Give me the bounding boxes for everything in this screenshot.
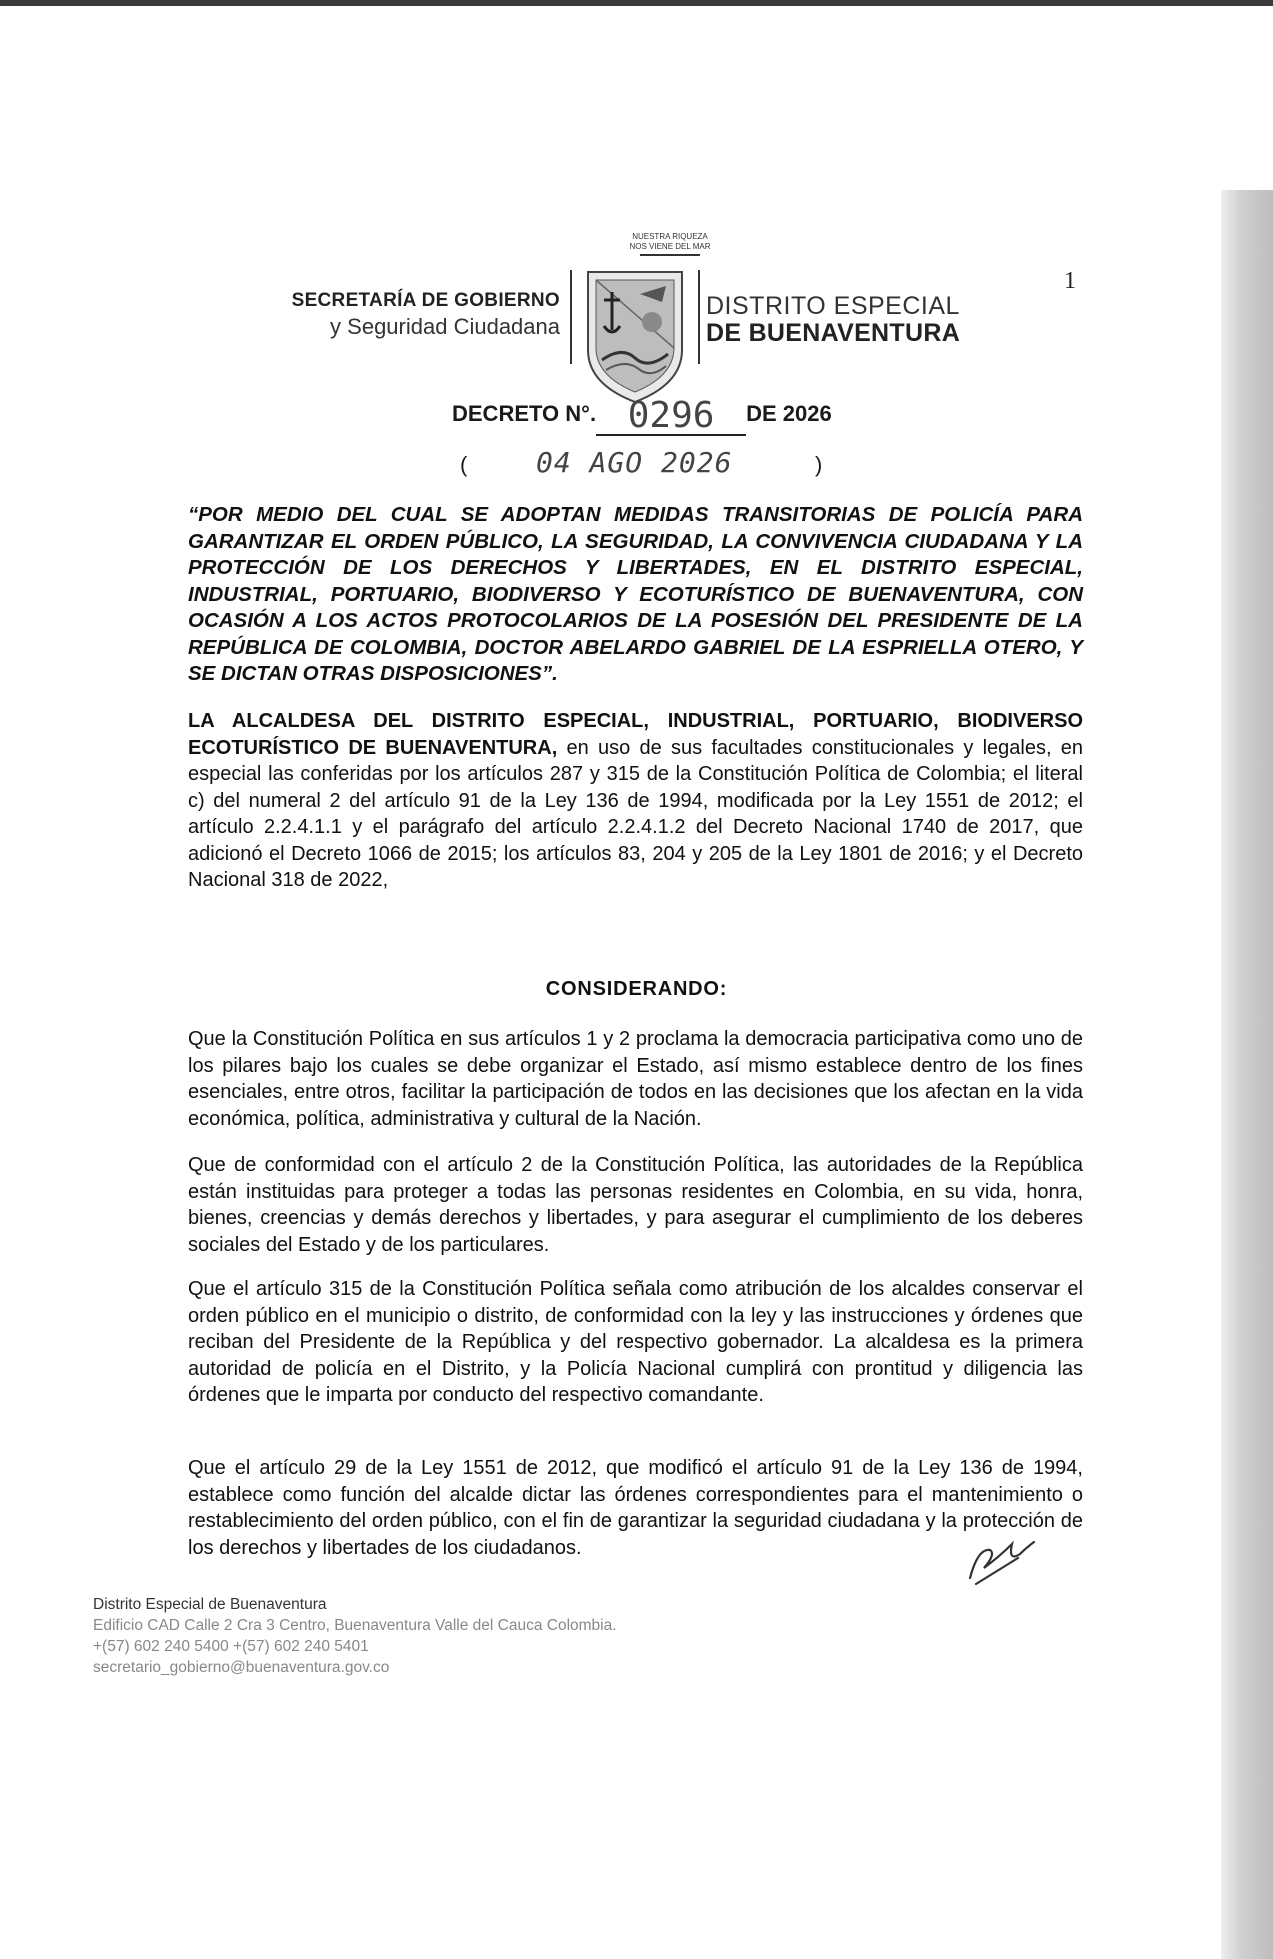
considerando-paragraph-3: Que el artículo 315 de la Constitución Política señala como atribución de los alcaldes conservar el orden público en el municipio o distrito, de conformidad con la ley y las instrucciones y órdenes que reciban del Presidente de la República y del respectivo gobernador. La alcaldesa es la primera autoridad de policía en el Distrito, y la Policía Nacional cumplirá con prontitud y diligencia las órdenes que le imparta por conducto del respectivo comandante. xyxy=(188,1278,1083,1406)
footer-entity: Distrito Especial de Buenaventura xyxy=(93,1596,327,1613)
footer-phones: +(57) 602 240 5400 +(57) 602 240 5401 xyxy=(93,1638,369,1655)
distrito-line1: DISTRITO ESPECIAL xyxy=(706,292,960,320)
considerando-paragraph-1: Que la Constitución Política en sus artículos 1 y 2 proclama la democracia participativa como uno de los pilares bajo los cuales se debe organizar el Estado, así mismo establece dentro de los fines esenciales, entre otros, facilitar la participación de todos en las decisiones que los afectan en la vida económica, política, administrativa y cultural de la Nación. xyxy=(188,1028,1083,1130)
motto-line2: NOS VIENE DEL MAR xyxy=(629,242,711,251)
footer-address: Edificio CAD Calle 2 Cra 3 Centro, Buenaventura Valle del Cauca Colombia. xyxy=(93,1617,617,1634)
distrito-line2: DE BUENAVENTURA xyxy=(706,319,961,347)
signature-icon xyxy=(960,1528,1040,1588)
considerando-paragraph-2: Que de conformidad con el artículo 2 de la Constitución Política, las autoridades de la República están instituidas para proteger a todas las personas residentes en Colombia, en su vida, honra, bienes, creencias y demás derechos y libertades, y para asegurar el cumplimiento de los deberes sociales del Estado y de los particulares. xyxy=(188,1154,1083,1256)
header-motto xyxy=(612,232,728,256)
footer-contact xyxy=(93,1596,617,1677)
header-divider-right xyxy=(698,270,700,364)
coat-of-arms-icon xyxy=(582,266,688,406)
header-divider-left xyxy=(570,270,572,364)
considerando-heading: CONSIDERANDO: xyxy=(545,978,728,1000)
intro-paragraph xyxy=(188,708,1083,894)
scan-edge-shadow xyxy=(1221,190,1273,1959)
decree-label: DECRETO N°. xyxy=(452,401,597,426)
intro-authority: LA ALCALDESA DEL DISTRITO ESPECIAL, INDUSTRIAL, PORTUARIO, BIODIVERSO ECOTURÍSTICO DE BUENAVENTURA, xyxy=(188,710,1083,759)
decree-title: “POR MEDIO DEL CUAL SE ADOPTAN MEDIDAS TRANSITORIAS DE POLICÍA PARA GARANTIZAR EL ORDEN PÚBLICO, LA SEGURIDAD, LA CONVIVENCIA CIUDADANA Y LA PROTECCIÓN DE LOS DERECHOS Y LIBERTADES, EN EL DISTRITO ESPECIAL, INDUSTRIAL, PORTUARIO, BIODIVERSO Y ECOTURÍSTICO DE BUENAVENTURA, CON OCASIÓN A LOS ACTOS PROTOCOLARIOS DE LA POSESIÓN DEL PRESIDENTE DE LA REPÚBLICA DE COLOMBIA, DOCTOR ABELARDO GABRIEL DE LA ESPRIELLA OTERO, Y SE DICTAN OTRAS DISPOSICIONES”. xyxy=(188,503,1083,685)
page-number: 1 xyxy=(1064,268,1076,294)
distrito-block xyxy=(706,292,960,348)
scan-top-border xyxy=(0,0,1273,6)
decree-number-stamp: 0296 xyxy=(596,398,746,436)
date-open-paren: ( xyxy=(460,452,468,477)
motto-underline xyxy=(640,254,700,256)
date-stamp: 04 AGO 2026 xyxy=(536,446,733,479)
footer-email: secretario_gobierno@buenaventura.gov.co xyxy=(93,1659,390,1676)
secretaria-title: SECRETARÍA DE GOBIERNO xyxy=(291,290,560,311)
decree-number-line xyxy=(452,395,832,436)
secretaria-subtitle: y Seguridad Ciudadana xyxy=(330,314,560,339)
decree-year: DE 2026 xyxy=(746,401,832,426)
date-close-paren: ) xyxy=(815,452,823,477)
considerando-paragraph-4: Que el artículo 29 de la Ley 1551 de 2012, que modificó el artículo 91 de la Ley 136 de 1994, establece como función del alcalde dictar las órdenes correspondientes para el mantenimiento o restablecimiento del orden público, con el fin de garantizar la seguridad ciudadana y la protección de los derechos y libertades de los ciudadanos. xyxy=(188,1457,1083,1559)
motto-line1: NUESTRA RIQUEZA xyxy=(632,232,708,241)
intro-text: en uso de sus facultades constitucionales y legales, en especial las conferidas por los artículos 287 y 315 de la Constitución Política de Colombia; el literal c) del numeral 2 del artículo 91 de la Ley 136 de 1994, modificada por la Ley 1551 de 2012; el artículo 2.2.4.1.1 y el parágrafo del artículo 2.2.4.1.2 del Decreto Nacional 1740 de 2017, que adicionó el Decreto 1066 de 2015; los artículos 83, 204 y 205 de la Ley 1801 de 2016; y el Decreto Nacional 318 de 2022, xyxy=(188,736,1083,891)
secretaria-block xyxy=(270,290,560,340)
